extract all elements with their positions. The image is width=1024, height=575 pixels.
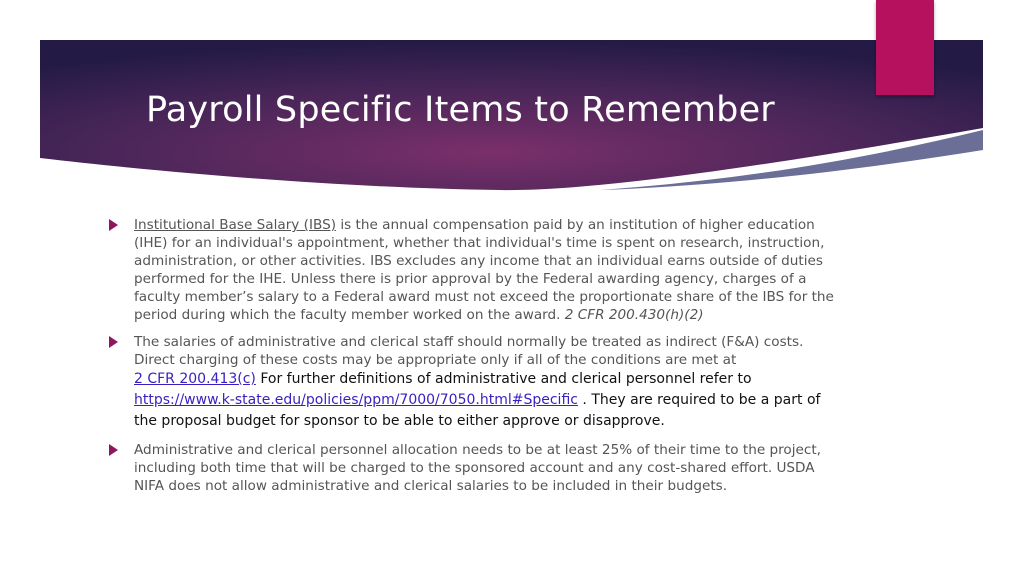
bullet-arrow-icon [109, 444, 118, 456]
allocation-text: Administrative and clerical personnel allocation needs to be at least 25% of their time to the project, including both time that will be charged to the sponsored account and any cost-shared effort. USDA NIFA does not allow administrative and clerical salaries to be included in their budgets. [134, 442, 822, 494]
bullet-admin-salaries [105, 333, 845, 432]
slide-title: Payroll Specific Items to Remember [146, 90, 775, 130]
accent-tab [876, 0, 934, 95]
bullet-arrow-icon [109, 336, 118, 348]
admin-text: The salaries of administrative and clerical staff should normally be treated as indirect (F&A) costs. Direct charging of these costs may be appropriate only if all of the conditions are met at [134, 334, 804, 368]
bullet-ibs [105, 216, 845, 324]
bullet-arrow-icon [109, 219, 118, 231]
kstate-policy-link[interactable]: https://www.k-state.edu/policies/ppm/7000/7050.html#Specific [134, 392, 578, 408]
ibs-term: Institutional Base Salary (IBS) [134, 217, 337, 233]
admin-text-2: For further definitions of administrative and clerical personnel refer to [255, 371, 752, 387]
ibs-citation: 2 CFR 200.430(h)(2) [564, 307, 704, 323]
admin-text-3: . They are required to be a part of the proposal budget for sponsor to be able to either approve or disapprove. [134, 392, 821, 429]
slide-content [105, 216, 845, 504]
cfr-200-413-link[interactable]: 2 CFR 200.413(c) [134, 371, 256, 387]
ibs-text: is the annual compensation paid by an institution of higher education (IHE) for an individual's appointment, whether that individual's time is spent on research, instruction, administration, or other activities. IBS excludes any income that an individual earns outside of duties performed for the IHE. Unless there is prior approval by the Federal awarding agency, charges of a faculty member’s salary to a Federal award must not exceed the proportionate share of the IBS for the period during which the faculty member worked on the award. [134, 217, 834, 323]
bullet-allocation [105, 441, 845, 495]
